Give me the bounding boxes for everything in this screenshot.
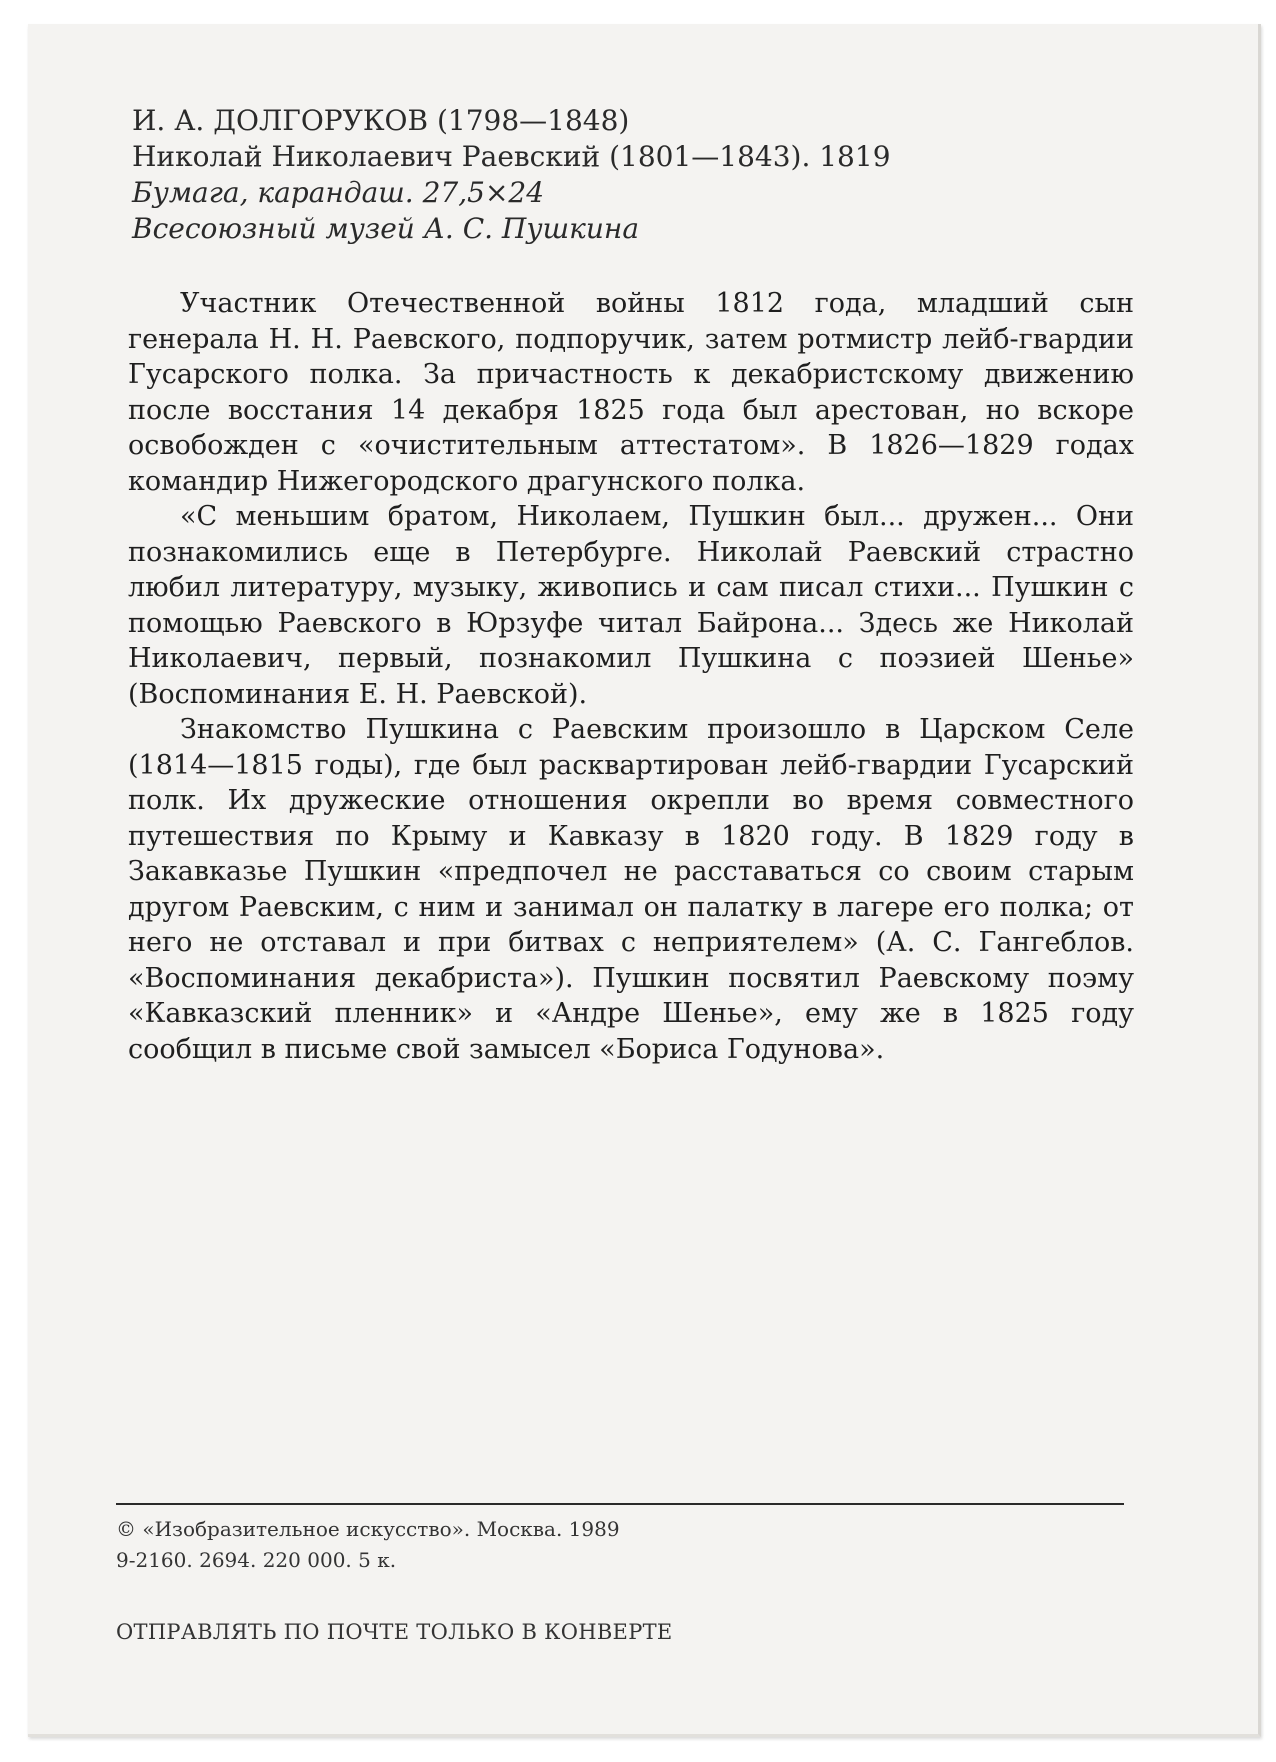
paragraph-3: Знакомство Пушкина с Раевским произошло в Царском Селе (1814—1815 годы), где был расквартирован лейб-гвардии Гусарский полк. Их дружеские отношения окрепли во время совместного путешествия по Крыму и Кавказу в 1820 году. В 1829 году в Закавказье Пушкин «предпочел не расставаться со своим старым другом Раевским, с ним и занимал он палатку в лагере его полка; от него не отставал и при битвах с неприятелем» (А. С. Гангеблов. «Воспоминания декабриста»). Пушкин посвятил Раевскому поэму «Кавказский пленник» и «Андре Шенье», ему же в 1825 году сообщил в письме свой замысел «Бориса Годунова».	[128, 714, 1134, 1065]
paragraph-2: «С меньшим братом, Николаем, Пушкин был... дружен... Они познакомились еще в Петербурге. Николай Раевский страстно любил литературу, музыку, живопись и сам писал стихи... Пушкин с помощью Раевского в Юрзуфе читал Байрона... Здесь же Николай Николаевич, первый, познакомил Пушкина с поэзией Шенье» (Воспоминания Е. Н. Раевской).	[128, 501, 1134, 710]
artwork-caption	[132, 103, 891, 247]
copyright-line: © «Изобразительное искусство». Москва. 1989	[116, 1517, 620, 1541]
publisher-imprint	[116, 1514, 620, 1576]
paragraph-1: Участник Отечественной войны 1812 года, младший сын генерала Н. Н. Раевского, подпоручик, затем ротмистр лейб-гвардии Гусарского полка. За причастность к декабристскому движению после восстания 14 декабря 1825 года был арестован, но вскоре освобожден с «очистительным аттестатом». В 1826—1829 годах командир Нижегородского драгунского полка.	[128, 288, 1134, 497]
print-code-line: 9-2160. 2694. 220 000. 5 к.	[116, 1548, 397, 1572]
museum-line: Всесоюзный музей А. С. Пушкина	[132, 212, 640, 245]
divider	[116, 1503, 1124, 1505]
artwork-title: Николай Николаевич Раевский (1801—1843). 1819	[132, 140, 891, 173]
artist-line: И. А. ДОЛГОРУКОВ (1798—1848)	[132, 104, 630, 137]
mailing-notice: ОТПРАВЛЯТЬ ПО ПОЧТЕ ТОЛЬКО В КОНВЕРТЕ	[116, 1620, 673, 1644]
medium-line: Бумага, карандаш. 27,5×24	[132, 176, 545, 209]
description-text	[128, 286, 1134, 1067]
